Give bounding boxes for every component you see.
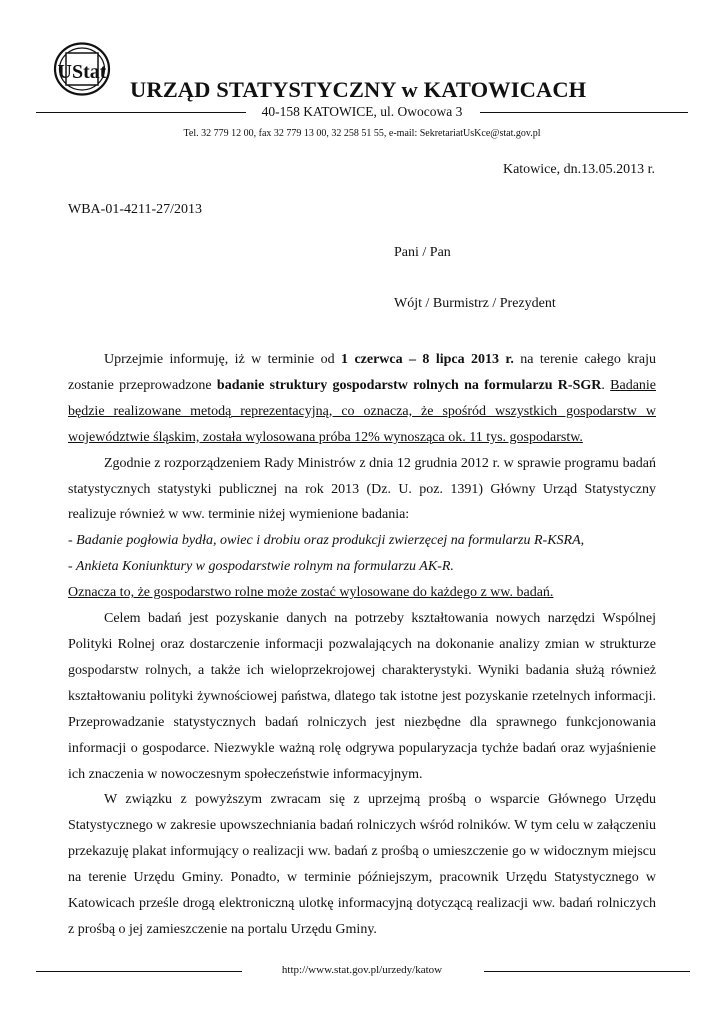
paragraph-3: Celem badań jest pozyskanie danych na potrzeby kształtowania nowych narzędzi Wspólnej Polityki Rolnej oraz dostarczenie informacji pozwalających na dokonanie analizy zmian w strukturze gospodarstw rolnych, a także ich wieloprzekrojowej charakterystyki. Wyniki badania służą również kształtowaniu polityki żywnościowej państwa, dlatego tak istotne jest pozyskanie rzetelnych informacji. Przeprowadzanie statystycznych badań rolniczych jest niezbędne dla sprawnego funkcjonowania informacji o gospodarce. Niezwykle ważną rolę odgrywa popularyzacja tychże badań oraz wyjaśnienie ich znaczenia w nowoczesnym społeczeństwie informacyjnym. [68,611,656,782]
p1-text-1: Uprzejmie informuję, iż w terminie od [104,352,342,367]
p1-text-3: . [601,377,611,393]
reference-number: WBA-01-4211-27/2013 [68,202,203,217]
underlined-note [68,580,656,606]
footer-url-link[interactable]: http://www.stat.gov.pl/urzedy/katow [281,964,443,976]
organization-address: 40-158 KATOWICE, ul. Owocowa 3 [261,104,463,119]
underlined-note-text: Oznacza to, że gospodarstwo rolne może zostać wylosowane do każdego z ww. badań. [68,585,554,601]
survey-item-1 [68,528,656,554]
paragraph-2: Zgodnie z rozporządzeniem Rady Ministrów z dnia 12 grudnia 2012 r. w sprawie programu badań statystycznych statystyki publicznej na rok 2013 (Dz. U. poz. 1391) Główny Urząd Statystyczny realizuje również w ww. terminie niżej wymienione badania: [68,455,656,523]
place-date: Katowice, dn.13.05.2013 r. [502,162,655,177]
p1-dates: 1 czerwca – 8 lipca 2013 r. [341,352,514,367]
ustat-logo [52,40,116,98]
p1-text-2: na terenie całego kraju zostanie przeprowadzone [68,352,657,393]
paragraph-1 [68,347,656,451]
addressee-line-1: Pani / Pan [394,245,451,260]
p1-survey-name: badanie struktury gospodarstw rolnych na formularzu R-SGR [216,377,602,393]
organization-name: URZĄD STATYSTYCZNY w KATOWICACH [130,77,587,102]
survey-item-2-text: - Ankieta Koniunktury w gospodarstwie rolnym na formularzu AK-R. [68,559,454,575]
survey-item-1-text: - Badanie pogłowia bydła, owiec i drobiu oraz produkcji zwierzęcej na formularzu R-KSRA, [68,533,585,549]
logo-text: UStat [57,61,107,83]
survey-item-2 [68,554,656,580]
paragraph-4: W związku z powyższym zwracam się z uprzejmą prośbą o wsparcie Głównego Urzędu Statystycznego w zakresie upowszechniania badań rolniczych wśród rolników. W tym celu w załączeniu przekazuję plakat informujący o realizacji ww. badań z prośbą o umieszczenie go w widocznym miejscu na terenie Urzędu Gminy. Ponadto, w terminie późniejszym, pracownik Urzędu Statystycznego w Katowicach prześle drogą elektroniczną ulotkę informacyjną dotyczącą realizacji ww. badań rolniczych z prośbą o jej zamieszczenie na portalu Urzędu Gminy. [68,792,656,937]
p1-sample-note: Badanie będzie realizowane metodą reprezentacyjną, co oznacza, że spośród wszystkich gospodarstw w województwie śląskim, została wylosowana próba 12% wynosząca ok. 11 tys. gospodarstw. [68,377,657,445]
addressee-line-2: Wójt / Burmistrz / Prezydent [394,296,556,311]
letter-body [68,347,656,943]
organization-contact: Tel. 32 779 12 00, fax 32 779 13 00, 32 258 51 55, e-mail: SekretariatUsKce@stat.gov.pl [183,128,541,139]
